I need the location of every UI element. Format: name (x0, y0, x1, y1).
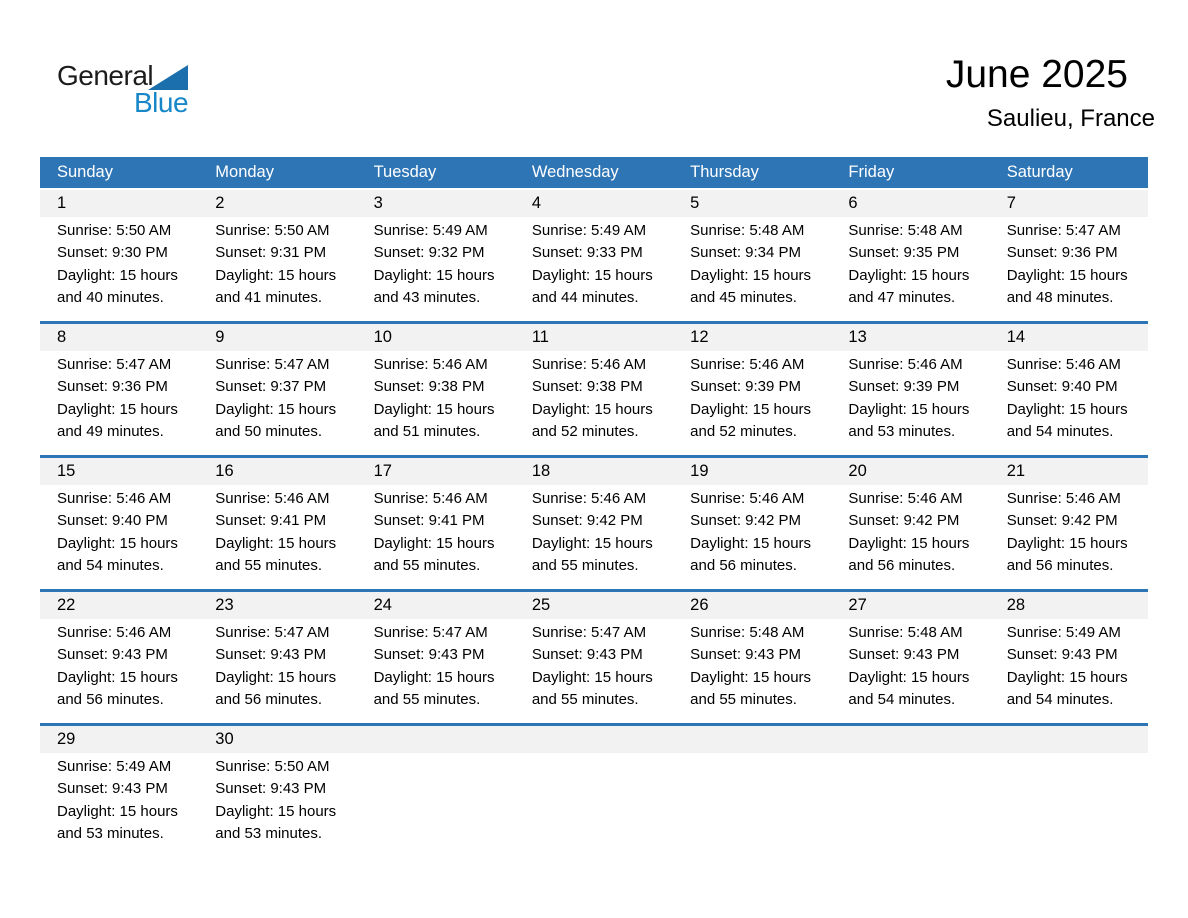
daylight-line-1: Daylight: 15 hours (690, 400, 812, 418)
daylight-line-2: and 52 minutes. (690, 423, 797, 441)
daylight-line-2: and 54 minutes. (1006, 423, 1114, 441)
week-content-row (40, 217, 1148, 321)
day-number: 16 (215, 462, 234, 480)
daylight-line-2: and 56 minutes. (1006, 557, 1114, 575)
week-row (40, 455, 1148, 589)
daylight-line-2: and 55 minutes. (531, 691, 639, 709)
sunrise-line: Sunrise: 5:50 AM (215, 758, 330, 775)
daylight-line-2: and 45 minutes. (690, 289, 797, 307)
week-content-row (40, 619, 1148, 723)
day-cell (673, 351, 831, 455)
day-number: 18 (531, 462, 551, 480)
daylight-line-2: and 53 minutes. (848, 423, 956, 441)
day-cell (40, 619, 198, 723)
daylight-line-2: and 51 minutes. (373, 423, 481, 441)
daylight-line-2: and 55 minutes. (373, 557, 481, 575)
sunrise-line: Sunrise: 5:50 AM (215, 222, 330, 239)
daylight-line-1: Daylight: 15 hours (373, 266, 495, 284)
sunset-line: Sunset: 9:42 PM (848, 512, 960, 530)
sunrise-line: Sunrise: 5:46 AM (531, 490, 647, 507)
sunset-line: Sunset: 9:40 PM (57, 512, 168, 530)
daylight-line-2: and 55 minutes. (531, 557, 639, 575)
day-cell (357, 485, 515, 589)
sunset-line: Sunset: 9:43 PM (57, 780, 168, 798)
sunrise-line: Sunrise: 5:46 AM (1006, 490, 1121, 507)
daylight-line-1: Daylight: 15 hours (215, 802, 337, 820)
day-number: 6 (848, 194, 858, 212)
day-cell (515, 217, 673, 321)
daylight-line-2: and 54 minutes. (1006, 691, 1114, 709)
day-number: 21 (1006, 462, 1026, 480)
day-cell (198, 753, 356, 857)
daylight-line-2: and 52 minutes. (531, 423, 639, 441)
daylight-line-2: and 47 minutes. (848, 289, 956, 307)
sunset-line: Sunset: 9:39 PM (848, 378, 960, 396)
day-cell (990, 217, 1148, 321)
sunrise-line: Sunrise: 5:49 AM (373, 222, 488, 239)
sunrise-line: Sunrise: 5:49 AM (57, 758, 172, 775)
sunset-line: Sunset: 9:36 PM (57, 378, 168, 396)
daylight-line-1: Daylight: 15 hours (57, 802, 178, 820)
daylight-line-1: Daylight: 15 hours (531, 266, 653, 284)
sunset-line: Sunset: 9:40 PM (1006, 378, 1118, 396)
daylight-line-1: Daylight: 15 hours (57, 668, 178, 686)
calendar-table (40, 157, 1148, 857)
week-row (40, 723, 1148, 857)
sunrise-line: Sunrise: 5:46 AM (1006, 356, 1121, 373)
sunrise-line: Sunrise: 5:46 AM (690, 356, 805, 373)
day-number: 22 (57, 596, 76, 614)
daylight-line-1: Daylight: 15 hours (1006, 400, 1128, 418)
daylight-line-2: and 53 minutes. (215, 825, 323, 843)
day-cell (198, 485, 356, 589)
calendar-weeks (40, 190, 1148, 857)
sunset-line: Sunset: 9:39 PM (690, 378, 802, 396)
day-number: 2 (215, 194, 225, 212)
daylight-line-1: Daylight: 15 hours (373, 668, 495, 686)
day-number: 9 (215, 328, 225, 346)
sunrise-line: Sunrise: 5:46 AM (373, 490, 488, 507)
day-number: 11 (531, 328, 549, 346)
sunset-line: Sunset: 9:38 PM (531, 378, 643, 396)
daylight-line-2: and 55 minutes. (373, 691, 481, 709)
sunset-line: Sunset: 9:35 PM (848, 244, 960, 262)
daylight-line-1: Daylight: 15 hours (57, 400, 178, 418)
day-number: 20 (848, 462, 867, 480)
daylight-line-1: Daylight: 15 hours (215, 534, 337, 552)
sunset-line: Sunset: 9:42 PM (1006, 512, 1118, 530)
daylight-line-2: and 53 minutes. (57, 825, 164, 843)
weekday-header-cell: Tuesday (373, 163, 437, 181)
daylight-line-1: Daylight: 15 hours (531, 668, 653, 686)
daylight-line-1: Daylight: 15 hours (848, 400, 970, 418)
sunrise-line: Sunrise: 5:48 AM (690, 624, 805, 641)
sunrise-line: Sunrise: 5:48 AM (690, 222, 805, 239)
daylight-line-2: and 55 minutes. (690, 691, 797, 709)
weekday-header-row (40, 157, 1148, 188)
location-subtitle: Saulieu, France (986, 105, 1155, 132)
sunset-line: Sunset: 9:43 PM (690, 646, 802, 664)
daylight-line-1: Daylight: 15 hours (1006, 534, 1128, 552)
sunrise-line: Sunrise: 5:47 AM (215, 356, 330, 373)
daylight-line-1: Daylight: 15 hours (531, 534, 653, 552)
day-cell (673, 753, 831, 857)
sunset-line: Sunset: 9:43 PM (373, 646, 485, 664)
day-number: 7 (1006, 194, 1016, 212)
week-row (40, 589, 1148, 723)
day-cell (990, 485, 1148, 589)
sunset-line: Sunset: 9:37 PM (215, 378, 327, 396)
sunrise-line: Sunrise: 5:46 AM (57, 490, 172, 507)
daylight-line-2: and 48 minutes. (1006, 289, 1114, 307)
week-content-row (40, 351, 1148, 455)
daylight-line-1: Daylight: 15 hours (373, 534, 495, 552)
daylight-line-1: Daylight: 15 hours (373, 400, 495, 418)
day-cell (357, 217, 515, 321)
sunrise-line: Sunrise: 5:46 AM (690, 490, 805, 507)
sunset-line: Sunset: 9:36 PM (1006, 244, 1118, 262)
page-title: June 2025 (945, 53, 1128, 96)
day-number-band (40, 592, 1148, 619)
sunrise-line: Sunrise: 5:46 AM (373, 356, 488, 373)
daylight-line-1: Daylight: 15 hours (215, 266, 337, 284)
day-number: 13 (848, 328, 867, 346)
day-number: 30 (215, 730, 234, 748)
day-cell (40, 753, 198, 857)
day-number: 3 (373, 194, 383, 212)
day-number: 14 (1006, 328, 1026, 346)
weekday-header-cell: Monday (215, 163, 274, 181)
daylight-line-2: and 44 minutes. (531, 289, 639, 307)
day-cell (357, 619, 515, 723)
day-number-band (40, 458, 1148, 485)
sunset-line: Sunset: 9:43 PM (531, 646, 643, 664)
day-number: 27 (848, 596, 867, 614)
week-row (40, 190, 1148, 321)
day-number: 26 (690, 596, 709, 614)
sunrise-line: Sunrise: 5:48 AM (848, 222, 963, 239)
day-number-band (40, 726, 1148, 753)
day-cell (831, 485, 989, 589)
sunrise-line: Sunrise: 5:47 AM (57, 356, 172, 373)
day-cell (831, 351, 989, 455)
day-cell (990, 753, 1148, 857)
daylight-line-1: Daylight: 15 hours (215, 400, 337, 418)
daylight-line-2: and 55 minutes. (215, 557, 323, 575)
day-cell (198, 619, 356, 723)
daylight-line-2: and 56 minutes. (215, 691, 323, 709)
sunrise-line: Sunrise: 5:46 AM (848, 490, 963, 507)
weekday-header-cell: Sunday (57, 163, 113, 181)
daylight-line-1: Daylight: 15 hours (690, 266, 812, 284)
sunset-line: Sunset: 9:43 PM (215, 646, 327, 664)
daylight-line-1: Daylight: 15 hours (848, 668, 970, 686)
weekday-header-cell: Friday (848, 163, 895, 181)
weekday-header-cell: Wednesday (531, 163, 619, 181)
day-cell (831, 619, 989, 723)
weekday-header-cell: Saturday (1006, 163, 1073, 181)
sunset-line: Sunset: 9:43 PM (57, 646, 168, 664)
day-cell (831, 217, 989, 321)
week-row (40, 321, 1148, 455)
day-number: 29 (57, 730, 76, 748)
sunrise-line: Sunrise: 5:49 AM (531, 222, 647, 239)
day-number-band (40, 190, 1148, 217)
general-blue-logo (57, 60, 257, 130)
daylight-line-1: Daylight: 15 hours (848, 534, 970, 552)
day-cell (40, 485, 198, 589)
daylight-line-2: and 49 minutes. (57, 423, 164, 441)
sunrise-line: Sunrise: 5:46 AM (57, 624, 172, 641)
daylight-line-1: Daylight: 15 hours (848, 266, 970, 284)
weekday-header-cell: Thursday (690, 163, 759, 181)
sunrise-line: Sunrise: 5:47 AM (531, 624, 647, 641)
week-content-row (40, 485, 1148, 589)
sunset-line: Sunset: 9:32 PM (373, 244, 485, 262)
daylight-line-2: and 56 minutes. (848, 557, 956, 575)
day-cell (673, 619, 831, 723)
daylight-line-1: Daylight: 15 hours (690, 668, 812, 686)
day-cell (515, 753, 673, 857)
day-number: 24 (373, 596, 392, 614)
daylight-line-2: and 56 minutes. (690, 557, 797, 575)
sunset-line: Sunset: 9:43 PM (1006, 646, 1118, 664)
sunset-line: Sunset: 9:43 PM (848, 646, 960, 664)
day-number: 19 (690, 462, 709, 480)
day-cell (198, 351, 356, 455)
sunrise-line: Sunrise: 5:48 AM (848, 624, 963, 641)
sunrise-line: Sunrise: 5:47 AM (215, 624, 330, 641)
day-cell (515, 619, 673, 723)
day-cell (831, 753, 989, 857)
day-number: 1 (57, 194, 67, 212)
day-cell (990, 351, 1148, 455)
day-number: 15 (57, 462, 76, 480)
sunset-line: Sunset: 9:34 PM (690, 244, 802, 262)
sunrise-line: Sunrise: 5:46 AM (531, 356, 647, 373)
day-number: 4 (531, 194, 542, 212)
day-number: 28 (1006, 596, 1026, 614)
daylight-line-2: and 40 minutes. (57, 289, 164, 307)
day-cell (673, 485, 831, 589)
sunrise-line: Sunrise: 5:49 AM (1006, 624, 1121, 641)
day-cell (515, 485, 673, 589)
daylight-line-2: and 56 minutes. (57, 691, 164, 709)
logo-text-general: General (57, 60, 154, 91)
daylight-line-1: Daylight: 15 hours (531, 400, 653, 418)
sunset-line: Sunset: 9:31 PM (215, 244, 327, 262)
sunset-line: Sunset: 9:41 PM (215, 512, 327, 530)
day-number: 23 (215, 596, 234, 614)
sunset-line: Sunset: 9:42 PM (690, 512, 802, 530)
sunrise-line: Sunrise: 5:47 AM (373, 624, 488, 641)
sunset-line: Sunset: 9:30 PM (57, 244, 168, 262)
day-cell (515, 351, 673, 455)
sunset-line: Sunset: 9:38 PM (373, 378, 485, 396)
day-cell (357, 351, 515, 455)
day-number: 5 (690, 194, 700, 212)
daylight-line-1: Daylight: 15 hours (57, 534, 178, 552)
daylight-line-1: Daylight: 15 hours (57, 266, 178, 284)
day-cell (40, 217, 198, 321)
day-cell (198, 217, 356, 321)
daylight-line-2: and 54 minutes. (848, 691, 956, 709)
daylight-line-2: and 43 minutes. (373, 289, 481, 307)
logo-text-blue: Blue (134, 87, 189, 118)
sunrise-line: Sunrise: 5:46 AM (848, 356, 963, 373)
sunset-line: Sunset: 9:33 PM (531, 244, 643, 262)
day-number: 12 (690, 328, 709, 346)
day-number: 10 (373, 328, 392, 346)
daylight-line-2: and 54 minutes. (57, 557, 164, 575)
title-block (946, 52, 1155, 134)
week-content-row (40, 753, 1148, 857)
sunrise-line: Sunrise: 5:46 AM (215, 490, 330, 507)
daylight-line-2: and 41 minutes. (215, 289, 323, 307)
sunset-line: Sunset: 9:43 PM (215, 780, 327, 798)
sunset-line: Sunset: 9:41 PM (373, 512, 485, 530)
day-number-band (40, 324, 1148, 351)
day-cell (40, 351, 198, 455)
day-cell (990, 619, 1148, 723)
day-cell (673, 217, 831, 321)
daylight-line-2: and 50 minutes. (215, 423, 323, 441)
day-number: 8 (57, 328, 67, 346)
daylight-line-1: Daylight: 15 hours (1006, 668, 1128, 686)
day-number: 25 (531, 596, 551, 614)
sunrise-line: Sunrise: 5:50 AM (57, 222, 172, 239)
day-number: 17 (373, 462, 392, 480)
daylight-line-1: Daylight: 15 hours (1006, 266, 1128, 284)
daylight-line-1: Daylight: 15 hours (690, 534, 812, 552)
daylight-line-1: Daylight: 15 hours (215, 668, 337, 686)
sunrise-line: Sunrise: 5:47 AM (1006, 222, 1121, 239)
day-cell (357, 753, 515, 857)
sunset-line: Sunset: 9:42 PM (531, 512, 643, 530)
